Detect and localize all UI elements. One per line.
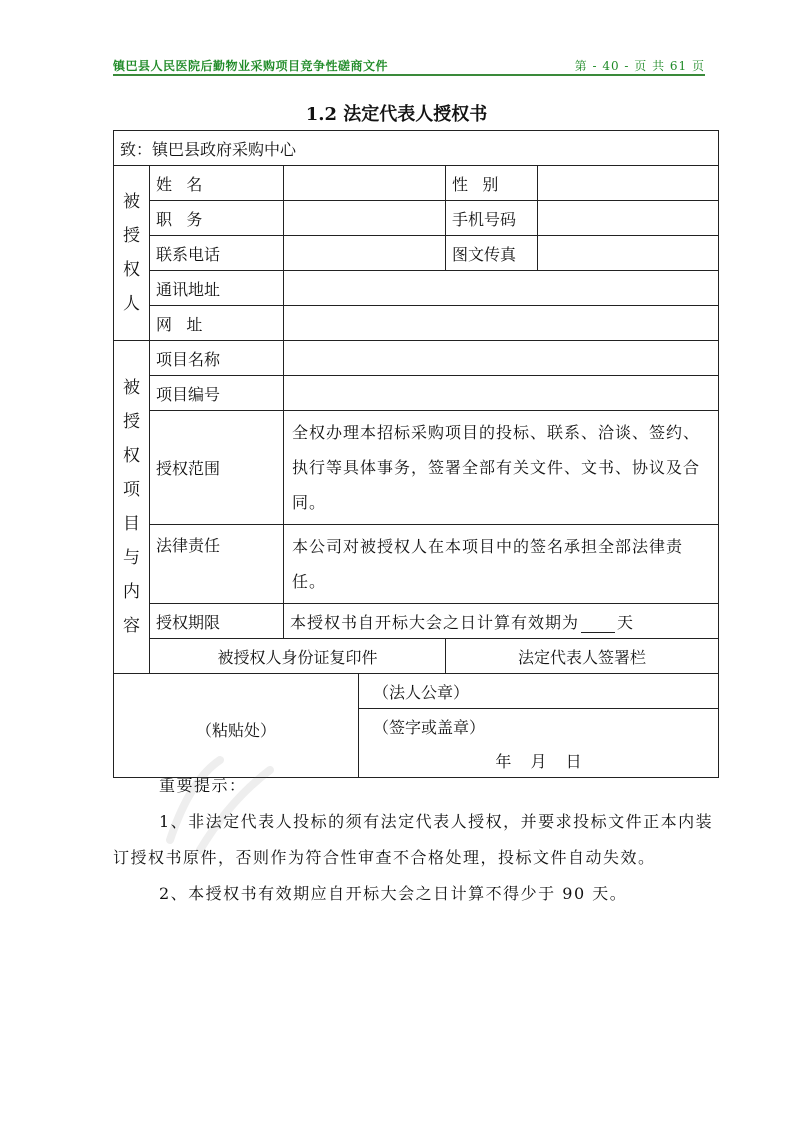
page-header <box>113 56 705 76</box>
project-name-label: 项目名称 <box>150 341 284 376</box>
phone-field[interactable] <box>284 236 446 271</box>
website-field[interactable] <box>284 306 719 341</box>
note-item-2: 2、本授权书有效期应自开标大会之日计算不得少于 90 天。 <box>159 884 628 903</box>
to-line: 致：镇巴县政府采购中心 <box>114 131 719 166</box>
vchar: 容 <box>123 616 140 636</box>
mobile-field[interactable] <box>538 201 719 236</box>
signature-header: 法定代表人签署栏 <box>446 639 719 674</box>
gender-field[interactable] <box>538 166 719 201</box>
position-field[interactable] <box>284 201 446 236</box>
scope-label: 授权范围 <box>150 411 284 525</box>
project-no-label: 项目编号 <box>150 376 284 411</box>
website-label: 网址 <box>150 306 284 341</box>
period-text-before: 本授权书自开标大会之日计算有效期为 <box>290 612 580 632</box>
gender-label: 性别 <box>446 166 538 201</box>
vchar: 权 <box>123 446 140 466</box>
liability-label: 法律责任 <box>150 525 284 604</box>
paste-here: （粘贴处） <box>195 721 276 740</box>
mobile-label: 手机号码 <box>446 201 538 236</box>
vchar: 与 <box>123 548 140 568</box>
id-copy-header: 被授权人身份证复印件 <box>150 639 446 674</box>
fax-label: 图文传真 <box>446 236 538 271</box>
position-label: 职务 <box>150 201 284 236</box>
period-text-after: 天 <box>617 612 635 632</box>
phone-label: 联系电话 <box>150 236 284 271</box>
date-line: 年 月 日 <box>359 743 719 778</box>
vchar: 权 <box>123 260 140 280</box>
fax-field[interactable] <box>538 236 719 271</box>
vchar: 目 <box>123 514 140 534</box>
address-label: 通讯地址 <box>150 271 284 306</box>
vchar: 被 <box>123 192 140 212</box>
vchar: 授 <box>123 226 140 246</box>
project-col <box>114 341 150 674</box>
section-title: 1.2 法定代表人授权书 <box>305 104 488 125</box>
vchar: 授 <box>123 412 140 432</box>
sign-or-seal: （签字或盖章） <box>359 709 719 744</box>
header-doc-title: 镇巴县人民医院后勤物业采购项目竞争性磋商文件 <box>113 59 389 73</box>
period-label: 授权期限 <box>150 604 284 639</box>
name-field[interactable] <box>284 166 446 201</box>
authorization-form <box>113 130 719 778</box>
to-row <box>114 131 719 166</box>
project-name-field[interactable] <box>284 341 719 376</box>
period-cell <box>284 604 719 639</box>
authorized-person-col <box>114 166 150 341</box>
period-days-field[interactable] <box>581 616 615 633</box>
liability-text: 本公司对被授权人在本项目中的签名承担全部法律责任。 <box>284 525 719 604</box>
notes-section <box>113 768 718 912</box>
vchar: 人 <box>123 294 140 314</box>
legal-seal: （法人公章） <box>359 674 719 709</box>
scope-text: 全权办理本招标采购项目的投标、联系、洽谈、签约、执行等具体事务，签署全部有关文件、文书、协议及合同。 <box>284 411 719 525</box>
vchar: 被 <box>123 378 140 398</box>
note-item-1: 1、非法定代表人投标的须有法定代表人授权，并要求投标文件正本内装订授权书原件，否则作为符合性审查不合格处理，投标文件自动失效。 <box>113 812 714 867</box>
header-page-info: 第 - 40 - 页 共 61 页 <box>574 59 705 73</box>
vchar: 项 <box>123 480 140 500</box>
project-no-field[interactable] <box>284 376 719 411</box>
notes-heading: 重要提示： <box>159 776 247 795</box>
address-field[interactable] <box>284 271 719 306</box>
name-label: 姓名 <box>150 166 284 201</box>
vchar: 内 <box>123 582 140 602</box>
